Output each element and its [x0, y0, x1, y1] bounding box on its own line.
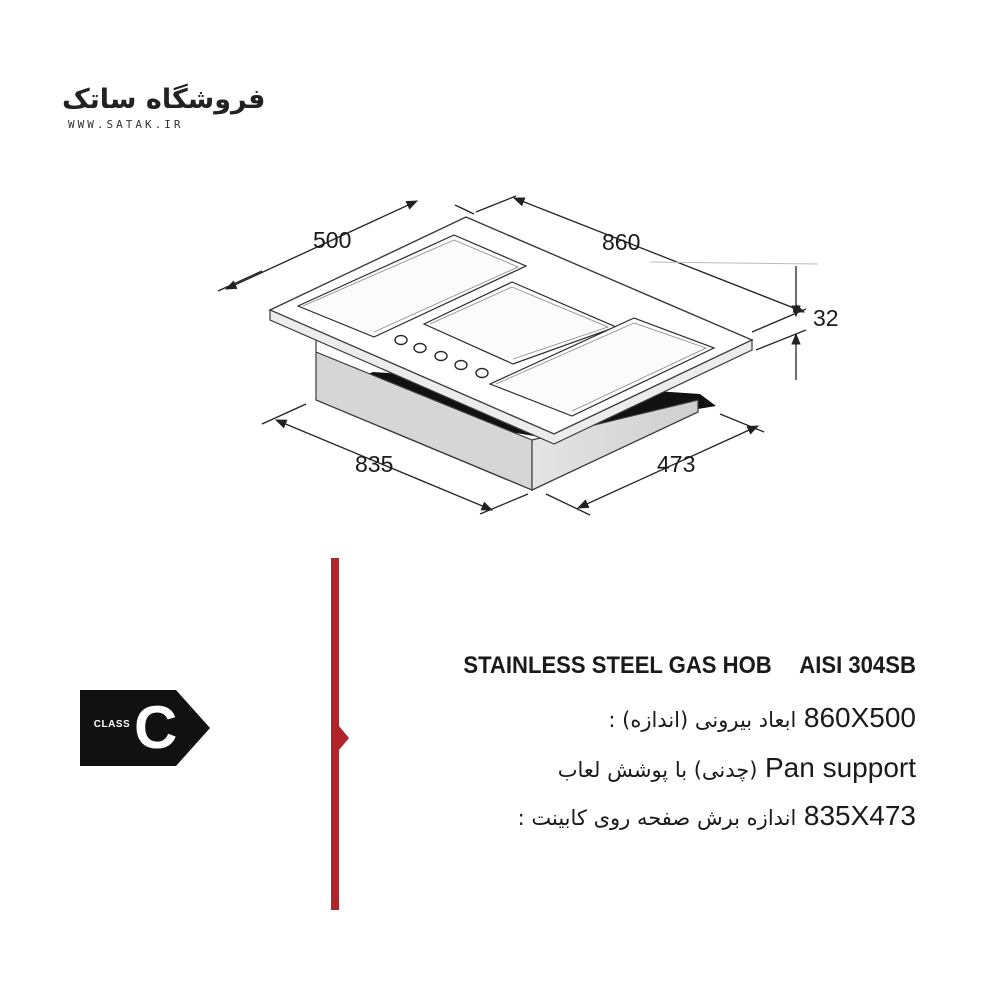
accent-divider-arrow [339, 726, 349, 750]
knob-3 [435, 352, 447, 361]
energy-class-label: CLASS [93, 719, 131, 730]
dimension-860-label: 860 [602, 229, 641, 255]
dimension-500-label: 500 [313, 227, 352, 253]
dimension-32-label: 32 [813, 305, 839, 331]
spec-pan-support-label: (چدنی) با پوشش لعاب [557, 758, 758, 782]
product-title: STAINLESS STEEL GAS HOB [463, 652, 772, 679]
spec-cutout-dimensions-value: 835X473 [803, 800, 916, 831]
spec-outer-dimensions [608, 702, 916, 734]
knob-2 [414, 344, 426, 353]
spec-cutout-dimensions [518, 800, 916, 832]
store-url: WWW.SATAK.IR [68, 118, 184, 131]
knob-1 [395, 336, 407, 345]
spec-outer-dimensions-label: ابعاد بیرونی (اندازه) : [608, 708, 797, 732]
knob-4 [455, 361, 467, 370]
knob-5 [476, 369, 488, 378]
dimension-32 [756, 266, 806, 380]
energy-class-grade: C [134, 694, 178, 761]
energy-class-badge [80, 690, 210, 766]
dimension-473-label: 473 [657, 451, 696, 477]
dimension-835-label: 835 [355, 451, 394, 477]
spec-cutout-dimensions-label: اندازه برش صفحه روی کابینت : [517, 806, 797, 830]
product-model: AISI 304SB [799, 652, 916, 679]
accent-divider [331, 558, 339, 910]
product-title-line [463, 652, 916, 680]
spec-pan-support [558, 752, 916, 784]
spec-outer-dimensions-value: 860X500 [803, 702, 916, 733]
store-logo-name: فروشگاه ساتک [62, 84, 266, 115]
spec-pan-support-value: Pan support [765, 752, 916, 783]
